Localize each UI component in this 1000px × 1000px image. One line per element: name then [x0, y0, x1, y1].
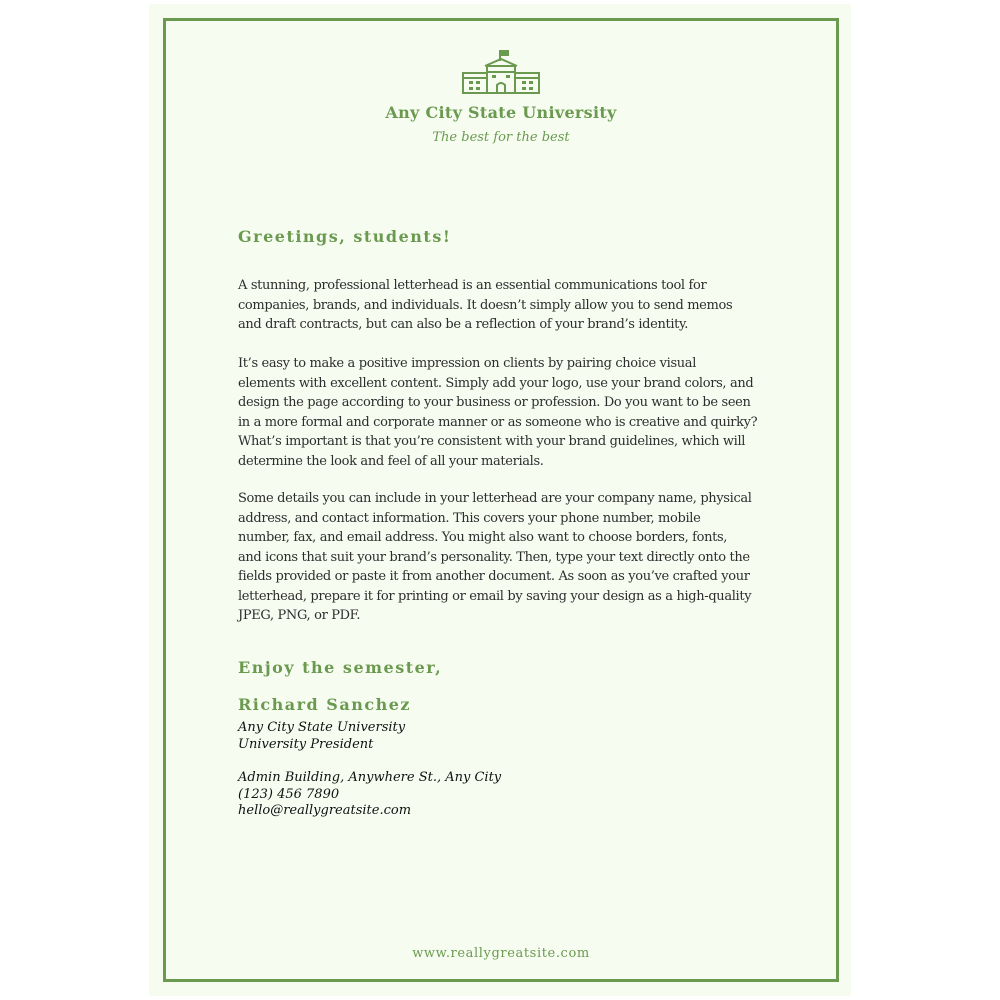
paragraph-line: It’s easy to make a positive impression on clients by pairing choice visual: [238, 356, 697, 371]
paragraph-line: in a more formal and corporate manner or as someone who is creative and quirky?: [238, 414, 758, 430]
body-paragraph-1: [238, 276, 766, 335]
paragraph-line: number, fax, and email address. You might also want to choose borders, fonts,: [238, 530, 728, 545]
contact-email[interactable]: hello@reallygreatsite.com: [238, 803, 412, 818]
paragraph-line: JPEG, PNG, or PDF.: [238, 608, 361, 623]
contact-address: Admin Building, Anywhere St., Any City: [238, 770, 502, 785]
signer-organization: Any City State University: [238, 720, 406, 735]
paragraph-line: A stunning, professional letterhead is an essential communications tool for: [238, 278, 707, 293]
paragraph-line: and draft contracts, but can also be a reflection of your brand’s identity.: [238, 317, 689, 332]
signer-name: Richard Sanchez: [238, 695, 411, 714]
greeting-heading: Greetings, students!: [238, 227, 452, 246]
footer-website-link[interactable]: www.reallygreatsite.com: [412, 946, 590, 961]
body-paragraph-3: [238, 489, 766, 626]
university-building-icon: [462, 47, 540, 95]
paragraph-line: Some details you can include in your letterhead are your company name, physical: [238, 491, 752, 506]
paragraph-line: and icons that suit your brand’s personality. Then, type your text directly onto the: [238, 549, 750, 565]
closing-line: Enjoy the semester,: [238, 658, 443, 677]
contact-block: [238, 770, 501, 820]
body-paragraph-2: [238, 354, 766, 471]
signer-title: University President: [238, 736, 374, 752]
paragraph-line: elements with excellent content. Simply add your logo, use your brand colors, and: [238, 375, 754, 391]
paragraph-line: What’s important is that you’re consistent with your brand guidelines, which will: [238, 434, 746, 449]
paragraph-line: letterhead, prepare it for printing or email by saving your design as a high-quality: [238, 588, 752, 604]
contact-phone: (123) 456 7890: [238, 786, 340, 802]
paragraph-line: determine the look and feel of all your materials.: [238, 453, 544, 469]
signer-affiliation: [238, 720, 405, 753]
tagline: The best for the best: [432, 130, 570, 145]
paragraph-line: companies, brands, and individuals. It doesn’t simply allow you to send memos: [238, 297, 733, 313]
paragraph-line: fields provided or paste it from another document. As soon as you’ve crafted your: [238, 569, 750, 584]
university-name: Any City State University: [385, 103, 617, 122]
paragraph-line: design the page according to your business or profession. Do you want to be seen: [238, 395, 751, 410]
paragraph-line: address, and contact information. This covers your phone number, mobile: [238, 510, 701, 526]
